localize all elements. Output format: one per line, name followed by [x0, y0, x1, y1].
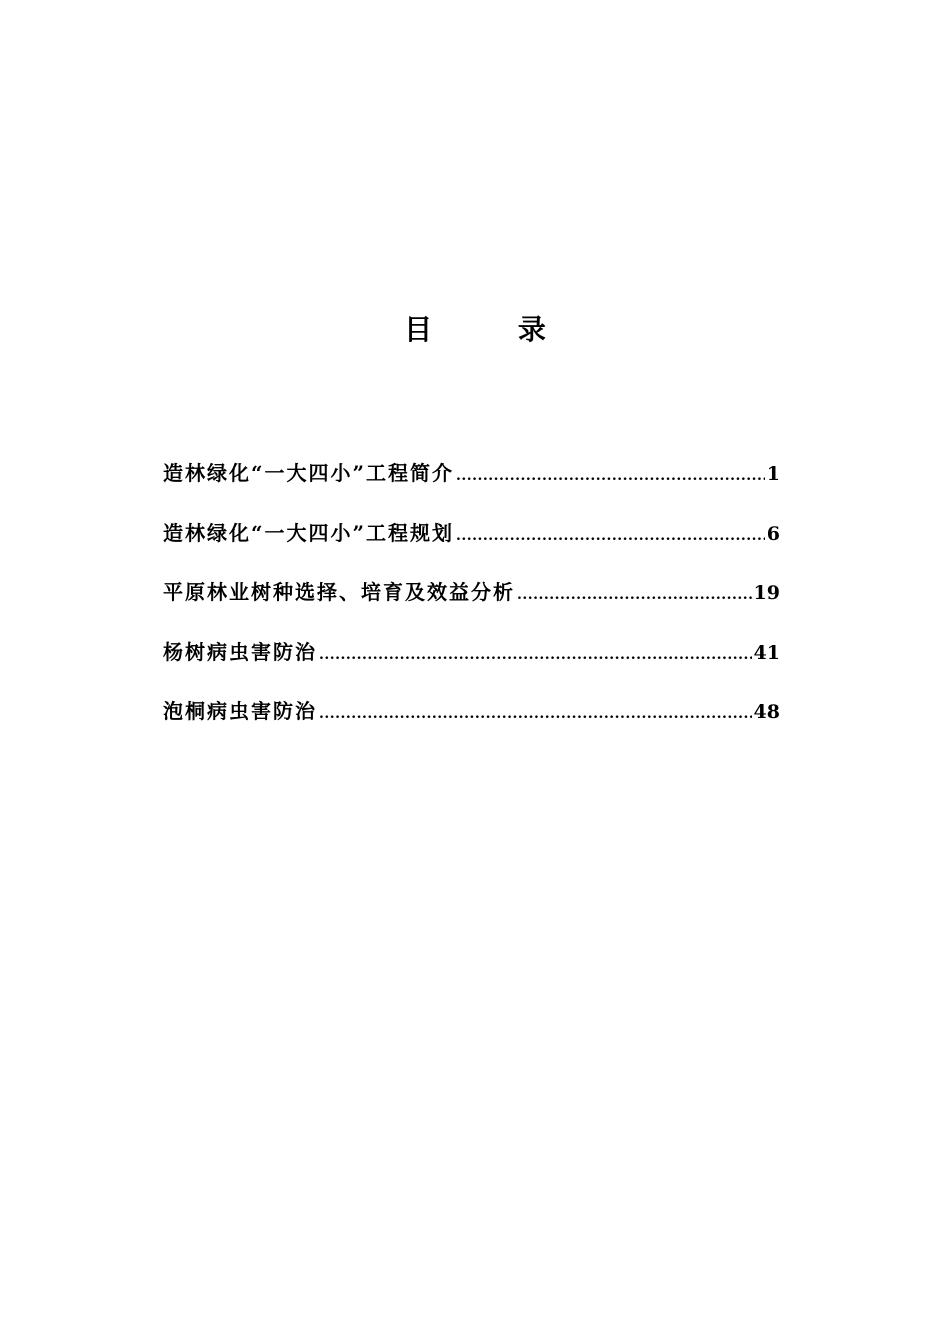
toc-entry[interactable] [163, 518, 780, 578]
toc-page-number: 19 [753, 582, 780, 604]
dot-leader [319, 640, 752, 670]
page-title: 目 录 [404, 313, 584, 346]
toc-entry-title: 平原林业树种选择、培育及效益分析 [163, 580, 515, 604]
toc-entry-title: 杨树病虫害防治 [163, 639, 317, 664]
toc-page-number: 41 [753, 641, 780, 664]
toc-page-number: 6 [766, 522, 780, 545]
table-of-contents [163, 458, 780, 756]
dot-leader [456, 461, 765, 491]
toc-entry[interactable] [163, 637, 780, 697]
toc-entry-title: 造林绿化“一大四小”工程规划 [163, 520, 455, 545]
toc-entry[interactable] [163, 696, 780, 756]
toc-entry-title: 泡桐病虫害防治 [163, 699, 317, 723]
toc-entry[interactable] [163, 577, 780, 637]
toc-page-number: 1 [766, 463, 780, 485]
toc-page-number: 48 [753, 701, 780, 723]
dot-leader [319, 699, 752, 729]
toc-entry[interactable] [163, 458, 780, 518]
dot-leader [456, 521, 765, 551]
dot-leader [517, 580, 752, 610]
toc-entry-title: 造林绿化“一大四小”工程简介 [163, 461, 455, 485]
